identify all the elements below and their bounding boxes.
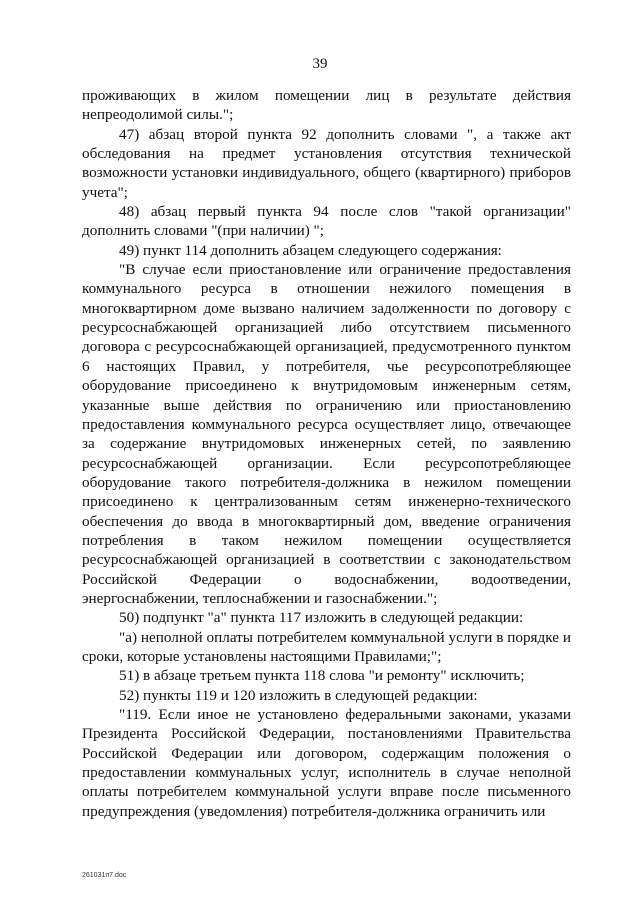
document-body [82, 86, 571, 821]
paragraph-item-47: 47) абзац второй пункта 92 дополнить словами ", а также акт обследования на предмет установления отсутствия технической возможности установки индивидуального, общего (квартирного) приборов учета"; [82, 125, 571, 201]
paragraph-item-48: 48) абзац первый пункта 94 после слов "такой организации" дополнить словами "(при наличии) "; [82, 203, 571, 240]
paragraph-item-50: 50) подпункт "а" пункта 117 изложить в следующей редакции: [119, 609, 524, 627]
paragraph-continuation: проживающих в жилом помещении лиц в результате действия непреодолимой силы."; [82, 87, 571, 124]
paragraph-quote-114: "В случае если приостановление или ограничение предоставления коммунального ресурса в отношении нежилого помещения в многоквартирном доме вызвано наличием задолженности по договору с ресурсоснабжающей организацией либо отсутствием письменного договора с ресурсоснабжающей организацией, предусмотренного пунктом 6 настоящих Правил, у потребителя, чье ресурсопотребляющее оборудование присоединено к внутридомовым инженерным сетям, указанные выше действия по ограничению или приостановлению предоставления коммунального ресурса осуществляет лицо, отвечающее за содержание внутридомовых инженерных сетей, по заявлению ресурсоснабжающей организации. Если ресурсопотребляющее оборудование такого потребителя-должника в нежилом помещении присоединено к централизованным сетям инженерно-технического обеспечения до ввода в многоквартирный дом, введение ограничения потребления в таком нежилом помещении осуществляется ресурсоснабжающей организацией в соответствии с законодательством Российской Федерации о водоснабжении, водоотведении, энергоснабжении, теплоснабжении и газоснабжении."; [82, 261, 571, 607]
paragraph-quote-117a: "а) неполной оплаты потребителем коммунальной услуги в порядке и сроки, которые установлены настоящими Правилами;"; [82, 628, 571, 665]
footer-filename: 261031п7.doc [82, 872, 127, 879]
paragraph-item-51: 51) в абзаце третьем пункта 118 слова "и ремонту" исключить; [119, 667, 525, 685]
paragraph-item-52: 52) пункты 119 и 120 изложить в следующей редакции: [119, 686, 478, 704]
page-number: 39 [312, 56, 328, 72]
paragraph-quote-119: "119. Если иное не установлено федеральными законами, указами Президента Российской Федерации, постановлениями Правительства Российской Федерации или договором, содержащим положения о предоставлении коммунальных услуг, исполнитель в случае неполной оплаты потребителем коммунальной услуги вправе после письменного предупреждения (уведомления) потребителя-должника ограничить или [82, 706, 571, 820]
paragraph-item-49: 49) пункт 114 дополнить абзацем следующего содержания: [119, 241, 502, 259]
